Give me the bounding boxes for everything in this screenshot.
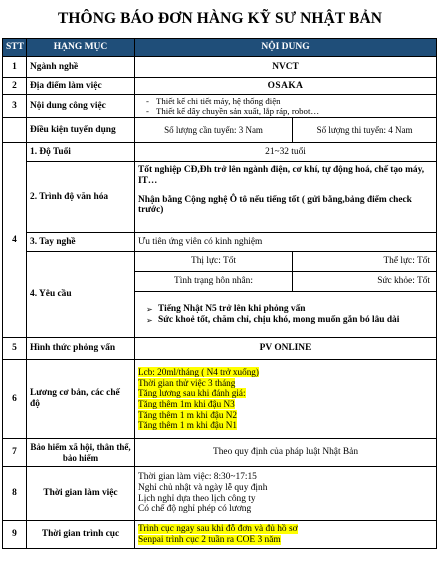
table-row	[3, 78, 437, 95]
header-content: NỘI DUNG	[135, 39, 437, 57]
certificate-note: Nhận bằng Cộng nghệ Ô tô nếu tiếng tốt ( gửi bằng,bảng điểm check trước)	[138, 194, 412, 216]
row-number: 9	[3, 521, 27, 549]
raise-line: Tăng lương sau khi đánh giá:	[138, 388, 246, 399]
education-requirement: Tốt nghiệp CĐ,Đh trở lên ngành điện, cơ khí, tự động hoá, chế tạo máy, IT…	[138, 165, 425, 186]
requirement-bullets	[135, 292, 437, 338]
row-label: Điều kiện tuyển dụng	[27, 118, 135, 143]
raise-n2-line: Tăng thêm 1 m khi đậu N2	[138, 409, 238, 420]
row-number: 1	[3, 57, 27, 78]
row-value: OSAKA	[135, 78, 437, 95]
list-item: - Thiết kế chi tiết máy, hệ thống điện	[156, 96, 433, 106]
row-number: 2	[3, 78, 27, 95]
physical-cell: Thể lực: Tốt	[293, 252, 437, 272]
row-value: PV ONLINE	[135, 338, 437, 360]
table-row	[3, 118, 437, 143]
raise-n1-line: Tăng thêm 1 m khi đậu N1	[138, 420, 238, 431]
work-hours-line: Thời gian làm việc: 8:30~17:15	[138, 471, 257, 482]
row-value	[135, 467, 437, 521]
row-number: 8	[3, 467, 27, 521]
row-label: 4. Yêu cầu	[27, 252, 135, 338]
list-item: ➢ Sức khoẻ tốt, chăm chỉ, chịu khó, mong muốn gắn bó lâu dài	[158, 315, 433, 326]
holiday-line: Nghỉ chủ nhật và ngày lễ quy định	[138, 482, 268, 493]
row-number: 3	[3, 95, 27, 118]
probation-line: Thời gian thử việc 3 tháng	[138, 377, 236, 388]
row-value: 21~32 tuổi	[135, 143, 437, 162]
header-row	[3, 39, 437, 57]
table-row	[3, 233, 437, 252]
row-label: Bảo hiểm xã hội, thân thể, bảo hiểm	[27, 439, 135, 467]
list-item: ➢ Tiếng Nhật N5 trở lên khi phỏng vấn	[158, 304, 433, 315]
row-label: Địa điểm làm việc	[27, 78, 135, 95]
table-row	[3, 162, 437, 233]
row-label: 1. Độ Tuổi	[27, 143, 135, 162]
table-row	[3, 338, 437, 360]
row-value	[135, 95, 437, 118]
job-order-table	[2, 38, 437, 549]
table-row	[3, 360, 437, 439]
row-value: Theo quy định của pháp luật Nhật Bản	[135, 439, 437, 467]
recruit-count: Số lượng cần tuyển: 3 Nam	[135, 118, 293, 143]
row-number: 4	[3, 143, 27, 338]
vision-cell: Thị lực: Tốt	[135, 252, 293, 272]
list-item: - Thiết kế dây chuyền sản xuất, lắp ráp, robot…	[156, 106, 433, 116]
paid-leave-line: Có chế độ nghỉ phép có lương	[138, 504, 252, 515]
row-label: Thời gian trình cục	[27, 521, 135, 549]
row-label: Hình thức phỏng vấn	[27, 338, 135, 360]
raise-n3-line: Tăng thêm 1m khi đậu N3	[138, 399, 235, 409]
row-number: 5	[3, 338, 27, 360]
row-value	[135, 360, 437, 439]
row-label: 3. Tay nghề	[27, 233, 135, 252]
row-value: NVCT	[135, 57, 437, 78]
table-row	[3, 252, 437, 272]
coe-line: Senpai trình cục 2 tuần ra COE 3 năm	[138, 534, 281, 545]
submission-line: Trình cục ngay sau khi đỗ đơn và đủ hồ sơ	[138, 523, 298, 534]
salary-line: Lcb: 20ml/tháng ( N4 trở xuống)	[138, 367, 259, 378]
exam-count: Số lượng thi tuyển: 4 Nam	[293, 118, 437, 143]
row-number: 6	[3, 360, 27, 439]
table-row	[3, 521, 437, 549]
row-label: Ngành nghề	[27, 57, 135, 78]
row-number: 7	[3, 439, 27, 467]
table-row	[3, 57, 437, 78]
row-value	[135, 162, 437, 233]
header-item: HẠNG MỤC	[27, 39, 135, 57]
marital-cell: Tình trạng hôn nhân:	[135, 272, 293, 292]
row-number	[3, 118, 27, 143]
row-value: Ưu tiên ứng viên có kinh nghiệm	[135, 233, 437, 252]
table-row	[3, 467, 437, 521]
document-title: THÔNG BÁO ĐƠN HÀNG KỸ SƯ NHẬT BẢN	[57, 10, 383, 27]
calendar-line: Lịch nghỉ dựa theo lịch công ty	[138, 493, 256, 504]
header-stt: STT	[3, 39, 27, 57]
table-row	[3, 439, 437, 467]
health-cell: Sức khỏe: Tốt	[293, 272, 437, 292]
table-row	[3, 95, 437, 118]
row-value	[135, 521, 437, 549]
row-label: Lương cơ bản, các chế độ	[27, 360, 135, 439]
row-label: Nội dung công việc	[27, 95, 135, 118]
table-row	[3, 143, 437, 162]
row-label: 2. Trình độ văn hóa	[27, 162, 135, 233]
row-label: Thời gian làm việc	[27, 467, 135, 521]
